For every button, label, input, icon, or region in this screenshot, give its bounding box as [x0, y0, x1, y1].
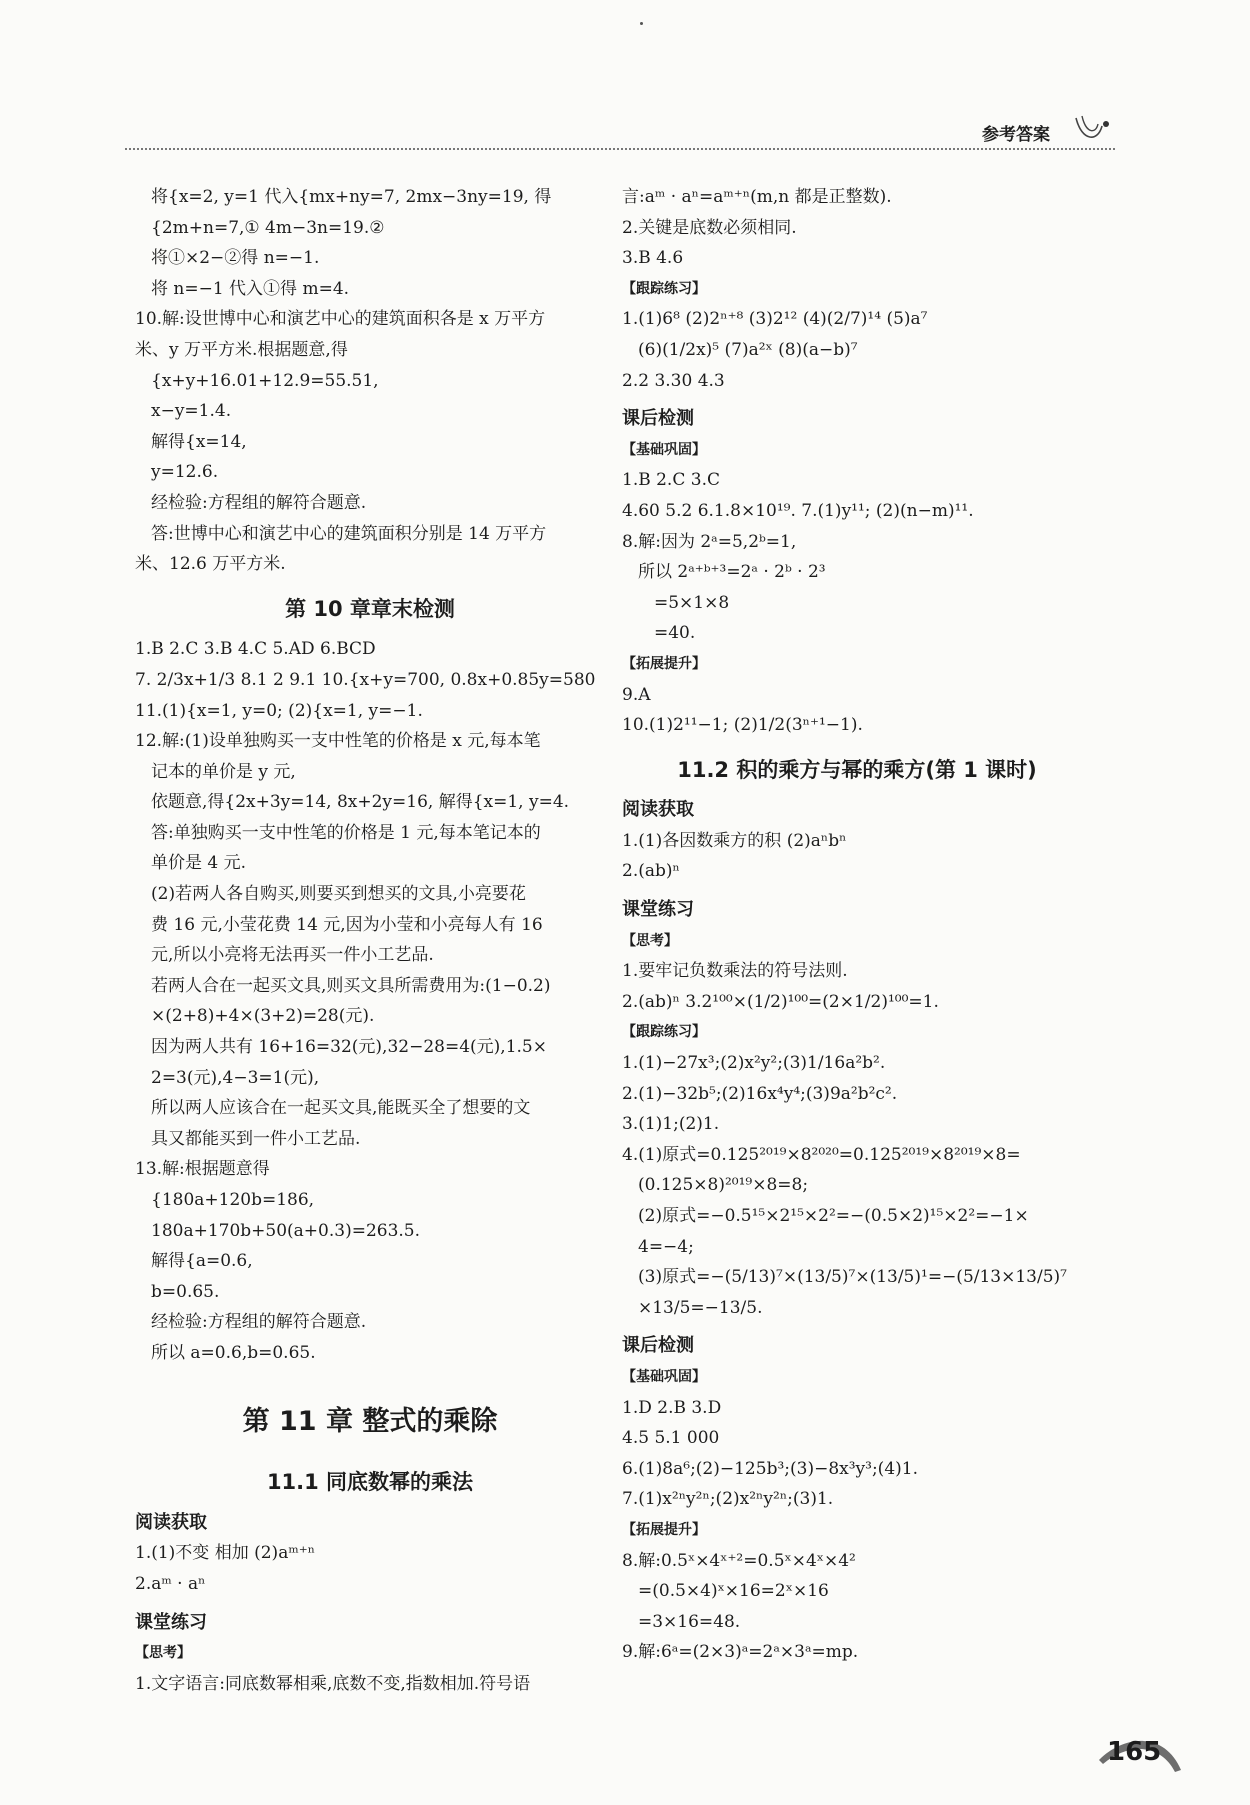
text-line: 1.(1)不变 相加 (2)aᵐ⁺ⁿ	[135, 1543, 316, 1564]
text-line: 因为两人共有 16+16=32(元),32−28=4(元),1.5×	[151, 1037, 547, 1058]
subheading-reading: 阅读获取	[622, 799, 694, 821]
text-line: 4.(1)原式=0.125²⁰¹⁹×8²⁰²⁰=0.125²⁰¹⁹×8²⁰¹⁹×8=	[622, 1144, 1021, 1165]
text-line: 记本的单价是 y 元,	[151, 761, 296, 782]
text-line: 1.(1)各因数乘方的积 (2)aⁿbⁿ	[622, 830, 847, 851]
text-line: 所以 a=0.6,b=0.65.	[151, 1342, 316, 1363]
text-line: 8.解:0.5ˣ×4ˣ⁺²=0.5ˣ×4ˣ×4²	[622, 1550, 856, 1571]
header-rule	[125, 148, 1115, 150]
text-line: 1.B 2.C 3.B 4.C 5.AD 6.BCD	[135, 639, 376, 660]
text-line: 1.D 2.B 3.D	[622, 1397, 722, 1418]
text-line: 2.2 3.30 4.3	[622, 370, 725, 391]
text-line: 元,所以小亮将无法再买一件小工艺品.	[151, 945, 434, 966]
text-line: 1.(1)−27x³;(2)x²y²;(3)1/16a²b².	[622, 1053, 886, 1074]
text-line: 言:aᵐ · aⁿ=aᵐ⁺ⁿ(m,n 都是正整数).	[622, 187, 892, 207]
text-line: 将{x=2, y=1 代入{mx+ny=7, 2mx−3ny=19, 得	[151, 187, 552, 207]
text-line: 1.文字语言:同底数幂相乘,底数不变,指数相加.符号语	[135, 1673, 531, 1694]
text-line: 10.(1)2¹¹−1; (2)1/2(3ⁿ⁺¹−1).	[622, 715, 863, 736]
text-line: {x+y+16.01+12.9=55.51,	[151, 370, 379, 391]
right-column	[622, 182, 1092, 1668]
text-line: {180a+120b=186,	[151, 1190, 315, 1210]
tag-follow-practice: 【跟踪练习】	[622, 1024, 706, 1041]
subheading-after-class: 课后检测	[622, 408, 694, 430]
text-line: 答:单独购买一支中性笔的价格是 1 元,每本笔记本的	[151, 822, 541, 843]
text-line: 费 16 元,小莹花费 14 元,因为小莹和小亮每人有 16	[151, 914, 543, 935]
tag-basic: 【基础巩固】	[622, 441, 706, 458]
text-line: 2=3(元),4−3=1(元),	[151, 1067, 320, 1088]
swirl-decoration-icon	[1072, 112, 1112, 146]
text-line: (0.125×8)²⁰¹⁹×8=8;	[638, 1175, 809, 1196]
subheading-reading: 阅读获取	[135, 1511, 207, 1533]
subheading-class-practice: 课堂练习	[135, 1611, 207, 1633]
text-line: y=12.6.	[151, 462, 219, 483]
text-line: 2.(1)−32b⁵;(2)16x⁴y⁴;(3)9a²b²c².	[622, 1083, 898, 1104]
text-line: 2.关键是底数必须相同.	[622, 217, 797, 238]
tag-think: 【思考】	[135, 1645, 191, 1662]
text-line: 1.B 2.C 3.C	[622, 470, 720, 491]
text-line: 4=−4;	[638, 1236, 694, 1257]
text-line: 解得{x=14,	[151, 431, 247, 452]
text-line: 1.要牢记负数乘法的符号法则.	[622, 961, 848, 982]
text-line: 3.(1)1;(2)1.	[622, 1114, 720, 1135]
text-line: 12.解:(1)设单独购买一支中性笔的价格是 x 元,每本笔	[135, 731, 541, 752]
chapter-title: 第 11 章 整式的乘除	[242, 1405, 498, 1437]
subheading-class-practice: 课堂练习	[622, 899, 694, 921]
scan-dot	[640, 22, 643, 25]
text-line: {2m+n=7,① 4m−3n=19.②	[151, 217, 385, 238]
text-line: 180a+170b+50(a+0.3)=263.5.	[151, 1220, 421, 1241]
text-line: 7. 2/3x+1/3 8.1 2 9.1 10.{x+y=700, 0.8x+0.85y=580	[135, 669, 596, 690]
text-line: 2.(ab)ⁿ	[622, 861, 680, 882]
text-line: 将①×2−②得 n=−1.	[151, 248, 320, 269]
text-line: (3)原式=−(5/13)⁷×(13/5)⁷×(13/5)¹=−(5/13×13/5)⁷	[638, 1267, 1067, 1288]
subheading-after-class: 课后检测	[622, 1335, 694, 1357]
text-line: 解得{a=0.6,	[151, 1251, 253, 1272]
text-line: 所以 2ᵃ⁺ᵇ⁺³=2ᵃ · 2ᵇ · 2³	[638, 562, 826, 583]
text-line: 4.60 5.2 6.1.8×10¹⁹. 7.(1)y¹¹; (2)(n−m)¹¹.	[622, 500, 974, 521]
text-line: 7.(1)x²ⁿy²ⁿ;(2)x²ⁿy²ⁿ;(3)1.	[622, 1489, 834, 1510]
text-line: 8.解:因为 2ᵃ=5,2ᵇ=1,	[622, 531, 797, 552]
text-line: 2.(ab)ⁿ 3.2¹⁰⁰×(1/2)¹⁰⁰=(2×1/2)¹⁰⁰=1.	[622, 991, 939, 1012]
page-number: 165	[1107, 1737, 1162, 1767]
text-line: 答:世博中心和演艺中心的建筑面积分别是 14 万平方	[151, 523, 547, 544]
text-line: 若两人合在一起买文具,则买文具所需费用为:(1−0.2)	[151, 975, 551, 996]
tag-basic: 【基础巩固】	[622, 1368, 706, 1385]
text-line: 经检验:方程组的解符合题意.	[151, 492, 367, 513]
text-line: 米、y 万平方米.根据题意,得	[135, 339, 348, 360]
text-line: 具又都能买到一件小工艺品.	[151, 1128, 361, 1149]
text-line: 2.aᵐ · aⁿ	[135, 1573, 206, 1594]
text-line: 米、12.6 万平方米.	[135, 554, 286, 575]
section-title-11-2: 11.2 积的乘方与幂的乘方(第 1 课时)	[677, 757, 1037, 782]
text-line: 经检验:方程组的解符合题意.	[151, 1312, 367, 1333]
text-line: 9.A	[622, 684, 651, 705]
section-title-11-1: 11.1 同底数幂的乘法	[266, 1470, 474, 1495]
text-line: 6.(1)8a⁶;(2)−125b³;(3)−8x³y³;(4)1.	[622, 1458, 918, 1479]
header-label: 参考答案	[982, 125, 1050, 145]
text-line: 1.(1)6⁸ (2)2ⁿ⁺⁸ (3)2¹² (4)(2/7)¹⁴ (5)a⁷	[622, 309, 928, 330]
text-line: 依题意,得{2x+3y=14, 8x+2y=16, 解得{x=1, y=4.	[151, 792, 570, 813]
text-line: =5×1×8	[654, 592, 730, 613]
text-line: ×(2+8)+4×(3+2)=28(元).	[151, 1006, 375, 1027]
text-line: x−y=1.4.	[151, 401, 232, 422]
text-line: (2)若两人各自购买,则要买到想买的文具,小亮要花	[151, 884, 526, 905]
text-line: 4.5 5.1 000	[622, 1428, 720, 1449]
text-line: 13.解:根据题意得	[135, 1159, 270, 1180]
text-line: ×13/5=−13/5.	[638, 1297, 763, 1318]
tag-follow-practice: 【跟踪练习】	[622, 280, 706, 297]
text-line: 9.解:6ᵃ=(2×3)ᵃ=2ᵃ×3ᵃ=mp.	[622, 1642, 859, 1663]
text-line: b=0.65.	[151, 1281, 220, 1302]
text-line: (2)原式=−0.5¹⁵×2¹⁵×2²=−(0.5×2)¹⁵×2²=−1×	[638, 1206, 1029, 1226]
left-column	[135, 182, 605, 1699]
text-line: =40.	[654, 623, 696, 644]
tag-extension: 【拓展提升】	[622, 655, 706, 672]
text-line: 所以两人应该合在一起买文具,能既买全了想要的文	[151, 1098, 531, 1119]
text-line: 10.解:设世博中心和演艺中心的建筑面积各是 x 万平方	[135, 309, 546, 330]
text-line: (6)(1/2x)⁵ (7)a²ˣ (8)(a−b)⁷	[638, 339, 858, 360]
text-line: =3×16=48.	[638, 1611, 741, 1632]
tag-extension: 【拓展提升】	[622, 1521, 706, 1538]
text-line: 11.(1){x=1, y=0; (2){x=1, y=−1.	[135, 700, 423, 721]
text-line: 将 n=−1 代入①得 m=4.	[151, 278, 350, 299]
text-line: =(0.5×4)ˣ×16=2ˣ×16	[638, 1581, 829, 1602]
text-line: 3.B 4.6	[622, 248, 684, 269]
section-title-ch10: 第 10 章章末检测	[285, 596, 455, 621]
text-line: 单价是 4 元.	[151, 853, 247, 874]
tag-think: 【思考】	[622, 932, 678, 949]
